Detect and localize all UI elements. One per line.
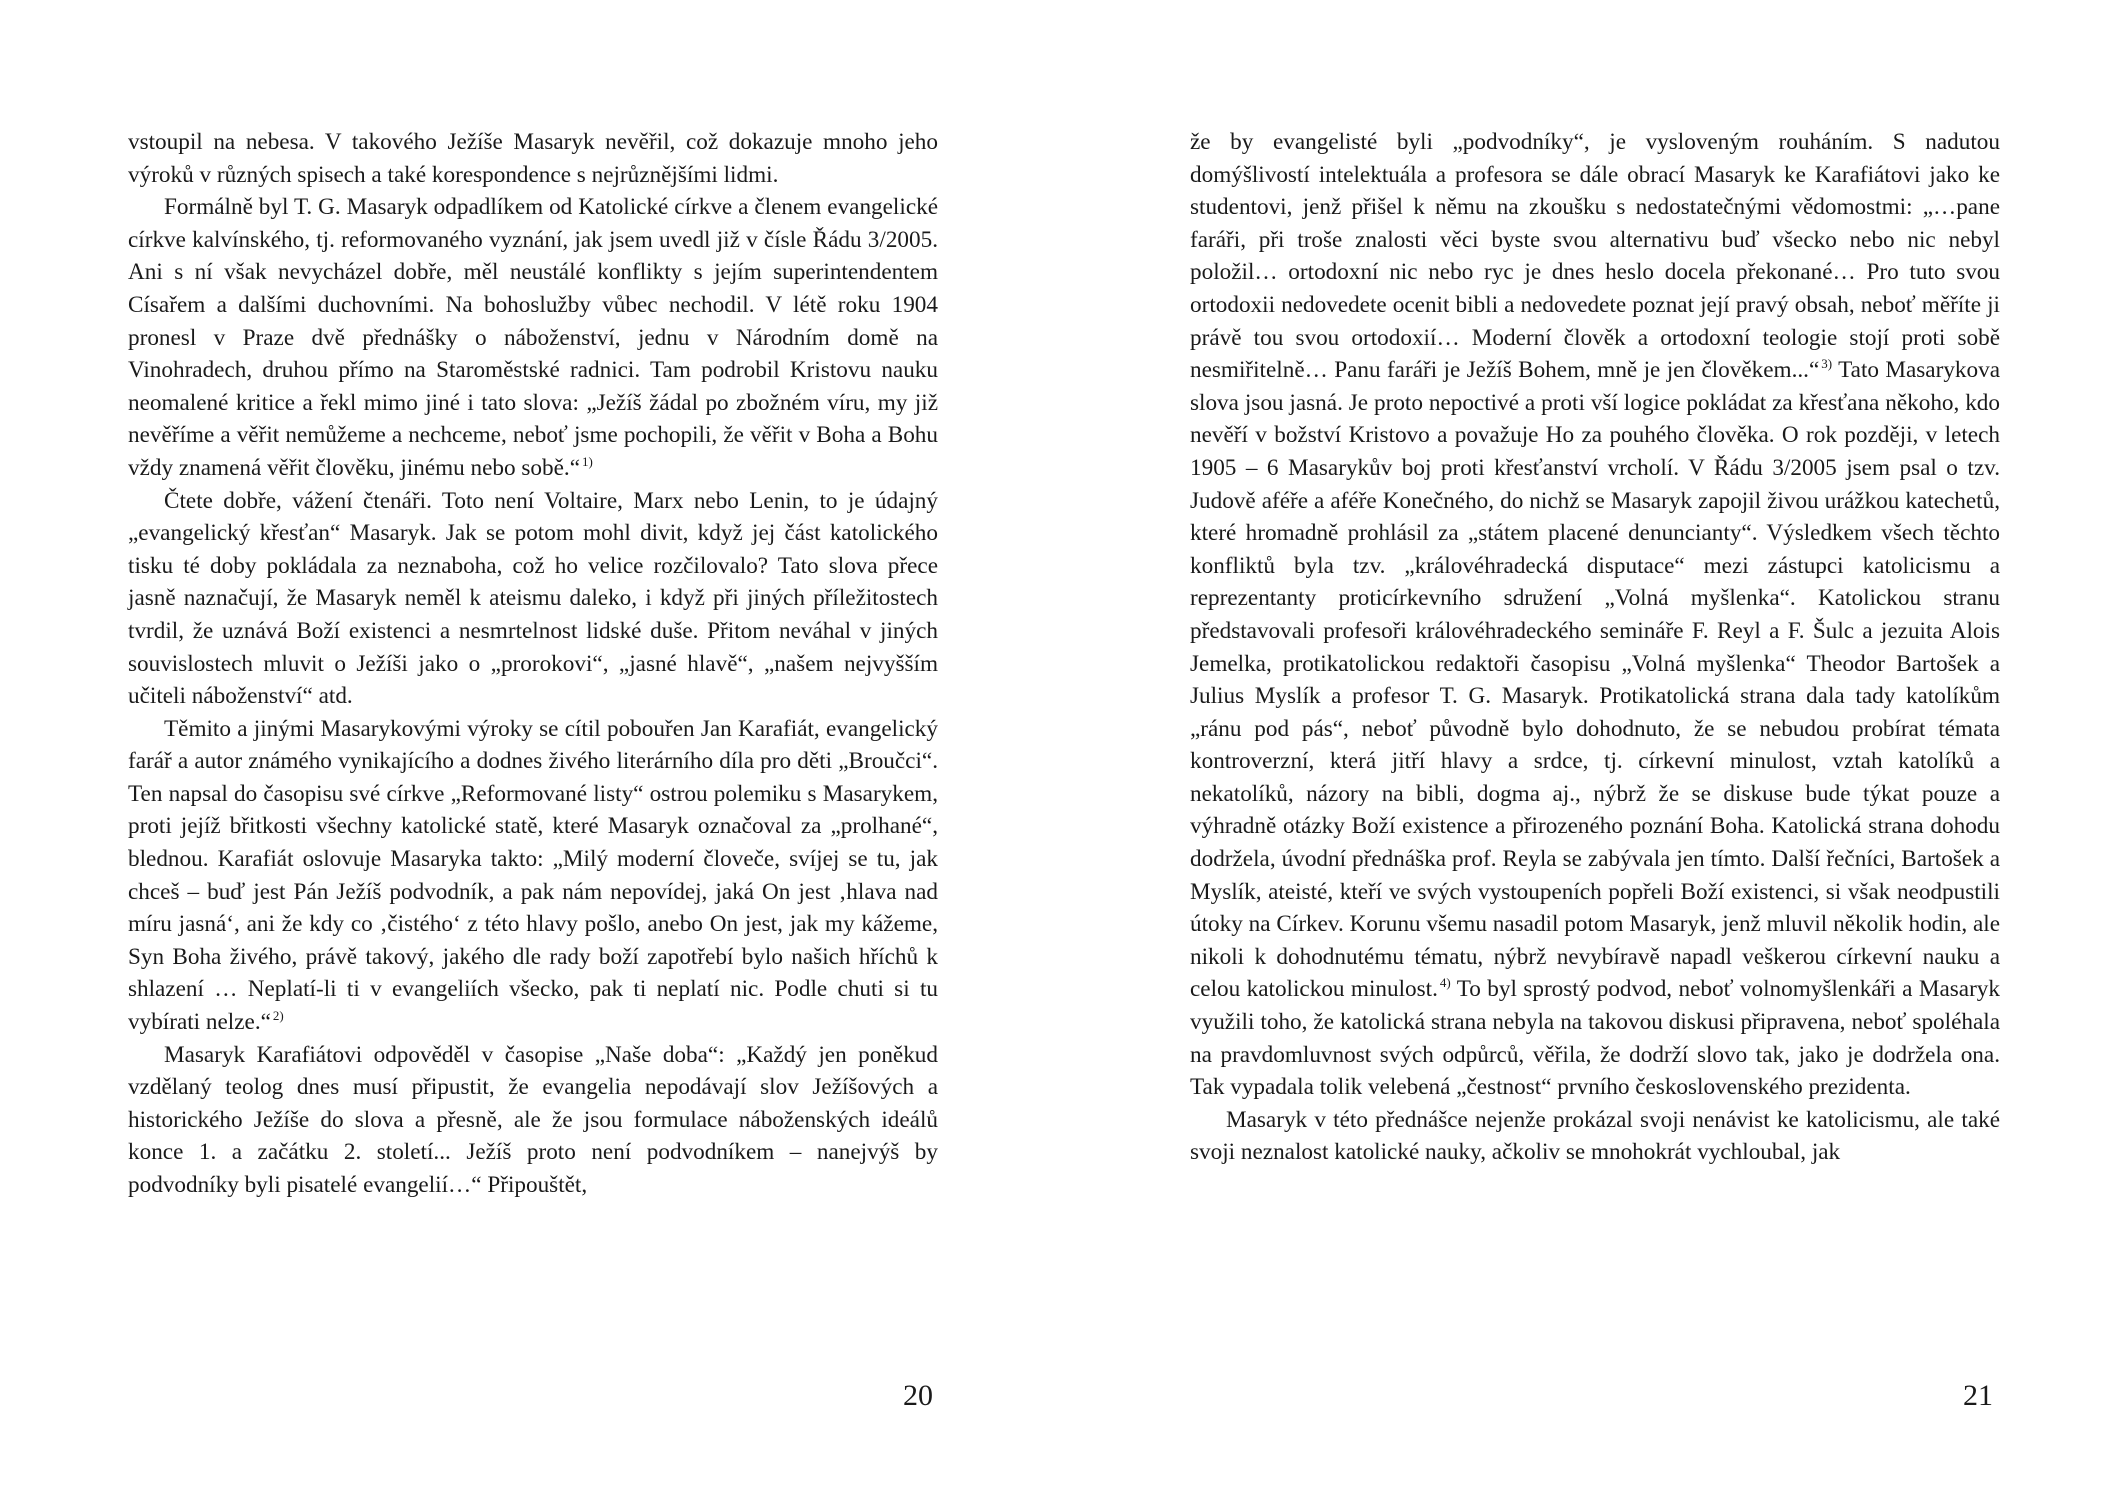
left-paragraph-4 [128, 713, 938, 1039]
right-page-text [1190, 126, 2000, 1169]
right-paragraph-2: Masaryk v této přednášce nejenže prokázal svoji nenávist ke katolicismu, ale také svoji neznalost katolické nauky, ačkoliv se mnohokrát vychloubal, jak [1190, 1106, 2000, 1166]
right-paragraph-1-part-b: Tato Masarykova slova jsou jasná. Je proto nepoctivé a proti vší logice pokládat za křesťana někoho, kdo nevěří v božství Kristovo a považuje Ho za pouhého člověka. O rok později, v letech 1905 – 6 Masarykův boj proti křesťanství vrcholí. V Řádu 3/2005 jsem psal o tzv. Judově aféře a aféře Konečného, do nichž se Masaryk zapojil živou urážkou katechetů, které hromadně prohlásil za „státem placené denuncianty“. Výsledkem všech těchto konfliktů byla tzv. „královéhradecká disputace“ mezi zástupci katolicismu a reprezentanty proticírkevního sdružení „Volná myšlenka“. Katolickou stranu představovali profesoři královéhradeckého semináře F. Reyl a F. Šulc a jezuita Alois Jemelka, protikatolickou redaktoři časopisu „Volná myšlenka“ Theodor Bartošek a Julius Myslík a profesor T. G. Masaryk. Protikatolická strana dala tady katolíkům „ránu pod pás“, neboť původně bylo dohodnuto, že se nebudou probírat témata kontroverzní, která jitří hlavy a srdce, tj. církevní minulost, vztah katolíků a nekatolíků, názory na bibli, dogma aj., nýbrž že se diskuse bude týkat pouze a výhradně otázky Boží existence a přirozeného poznání Boha. Katolická strana dohodu dodržela, úvodní přednáška prof. Reyla se zabývala jen tímto. Další řečníci, Bartošek a Myslík, ateisté, kteří ve svých vystoupeních popřeli Boží existenci, si však neodpustili útoky na Církev. Korunu všemu nasadil potom Masaryk, jenž mluvil několik hodin, ale nikoli k dohodnutému tématu, nýbrž nevybíravě napadl veškerou církevní nauku a celou katolickou minulost. [1190, 357, 2000, 1003]
left-paragraph-4-text: Těmito a jinými Masarykovými výroky se cítil pobouřen Jan Karafiát, evangelický farář a autor známého vynikajícího a dodnes živého literárního díla pro děti „Broučci“. Ten napsal do časopisu své církve „Reformované listy“ ostrou polemiku s Masarykem, proti jejíž břitkosti všechny katolické statě, které Masaryk označoval za „prolhané“, blednou. Karafiát oslovuje Masaryka takto: „Milý moderní človeče, svíjej se tu, jak chceš – buď jest Pán Ježíš podvodník, a pak nám nepovídej, jaká On jest ‚hlava nad míru jasná‘, ani že kdy co ‚čistého‘ z této hlavy pošlo, anebo On jest, jak my kážeme, Syn Boha živého, právě takový, jakého dle rady boží zapotřebí bylo našich hříchů k shlazení … Neplatí-li ti v evangeliích všecko, pak ti neplatí nic. Podle chuti si tu vybírati nelze.“ [128, 715, 938, 1036]
footnote-ref-3: 3) [1821, 356, 1833, 372]
footnote-ref-1: 1) [582, 453, 593, 469]
footnote-ref-4: 4) [1439, 975, 1451, 991]
right-paragraph-1 [1190, 126, 2000, 1104]
left-page-text [128, 126, 938, 1202]
left-paragraph-3: Čtete dobře, vážení čtenáři. Toto není Voltaire, Marx nebo Lenin, to je údajný „evangelický křesťan“ Masaryk. Jak se potom mohl divit, když jej část katolického tisku té doby pokládala za neznaboha, což ho velice rozčilovalo? Tato slova přece jasně naznačují, že Masaryk neměl k ateismu daleko, i když při jiných příležitostech tvrdil, že uznává Boží existenci a nesmrtelnost lidské duše. Přitom neváhal v jiných souvislostech mluvit o Ježíši jako o „prorokovi“, „jasné hlavě“, „našem nejvyšším učiteli náboženství“ atd. [128, 487, 938, 710]
right-paragraph-1-part-c: To byl sprostý podvod, neboť volnomyšlenkáři a Masaryk využili toho, že katolická strana nebyla na takovou diskusi připravena, neboť spoléhala na pravdomluvnost svých odpůrců, věřila, že dodrží slovo tak, jako je dodržela ona. Tak vypadala tolik velebená „čestnost“ prvního československého prezidenta. [1190, 976, 2000, 1101]
right-paragraph-1-part-a: že by evangelisté byli „podvodníky“, je vysloveným rouháním. S nadutou domýšlivostí intelektuála a profesora se dále obrací Masaryk ke Karafiátovi jako ke studentovi, jenž přišel k němu na zkoušku s nedostatečnými vědomostmi: „…pane faráři, při troše znalosti věci byste svou alternativu buď všecko nebo nic nebyl položil… ortodoxní nic nebo ryc je dnes heslo docela překonané… Pro tuto svou ortodoxii nedovedete ocenit bibli a nedovedete poznat její pravý obsah, neboť měříte ji právě tou svou ortodoxií… Moderní člověk a ortodoxní teologie stojí proti sobě nesmiřitelně… Panu faráři je Ježíš Bohem, mně je jen člověkem...“ [1190, 129, 2000, 384]
left-paragraph-2-text: Formálně byl T. G. Masaryk odpadlíkem od Katolické církve a členem evangelické církve kalvínského, tj. reformovaného vyznání, jak jsem uvedl již v čísle Řádu 3/2005. Ani s ní však nevycházel dobře, měl neustálé konflikty s jejím superintendentem Císařem a dalšími duchovními. Na bohoslužby vůbec nechodil. V létě roku 1904 pronesl v Praze dvě přednášky o náboženství, jednu v Národním domě na Vinohradech, druhou přímo na Staroměstské radnici. Tam podrobil Kristovu nauku neomalené kritice a řekl mimo jiné i tato slova: „Ježíš žádal po zbožném víru, my již nevěříme a věřit nemůžeme a nechceme, neboť jsme pochopili, že věřit v Boha a Bohu vždy znamená věřit člověku, jinému nebo sobě.“ [128, 194, 938, 481]
left-paragraph-2 [128, 191, 938, 484]
page-number-left: 20 [903, 1379, 933, 1412]
left-paragraph-5: Masaryk Karafiátovi odpověděl v časopise „Naše doba“: „Každý jen poněkud vzdělaný teolog dnes musí připustit, že evangelia nepodávají slov Ježíšových a historického Ježíše do slova a přesně, ale že jsou formulace náboženských ideálů konce 1. a začátku 2. století... Ježíš proto není podvodníkem – nanejvýš by podvodníky byli pisatelé evangelií…“ Připouštět, [128, 1041, 938, 1198]
footnote-ref-2: 2) [272, 1008, 284, 1024]
left-paragraph-1: vstoupil na nebesa. V takového Ježíše Masaryk nevěřil, což dokazuje mnoho jeho výroků v různých spisech a také korespondence s nejrůznějšími lidmi. [128, 129, 938, 188]
page-number-right: 21 [1963, 1379, 1993, 1412]
left-page [128, 126, 938, 1202]
right-page [1190, 126, 2000, 1169]
